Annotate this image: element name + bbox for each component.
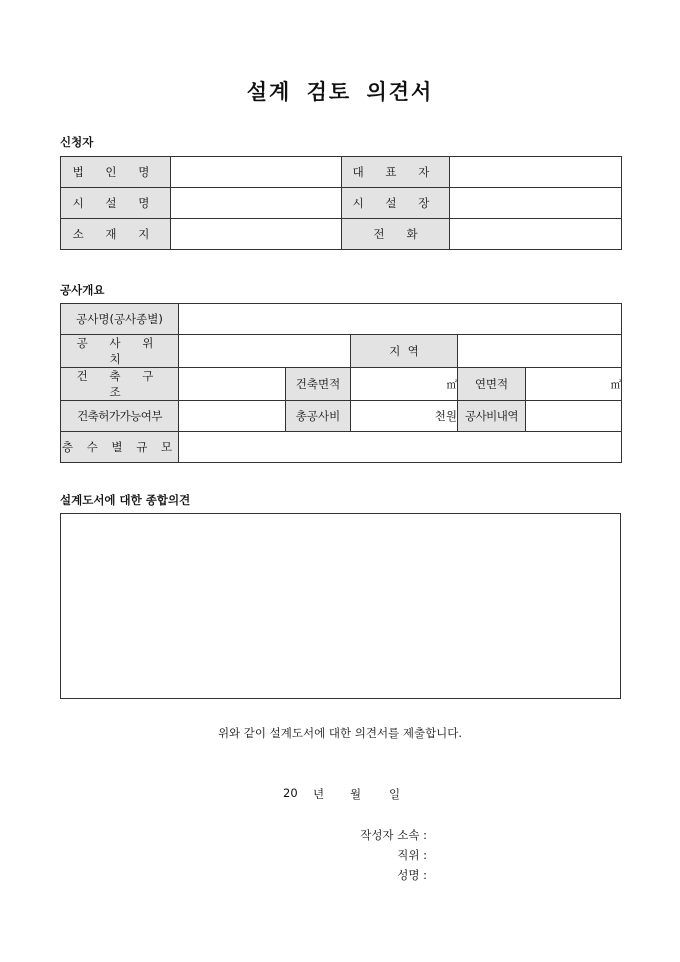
project-name-field[interactable]	[179, 304, 622, 335]
document-title: 설계 검토 의견서	[246, 79, 434, 104]
author-name-label: 성명 :	[397, 868, 427, 882]
table-row	[61, 401, 622, 432]
total-cost-label: 총공사비	[286, 401, 351, 432]
building-area-label: 건축면적	[286, 368, 351, 401]
facility-name-field[interactable]	[171, 188, 342, 219]
date-year-label: 년	[313, 787, 325, 801]
project-name-label: 공사명(공사종별)	[61, 304, 179, 335]
applicant-table	[60, 156, 622, 250]
table-row	[61, 432, 622, 463]
facility-name-label: 시 설 명	[61, 188, 171, 219]
total-cost-field[interactable]: 천원	[351, 401, 458, 432]
table-row	[61, 335, 622, 368]
table-row	[61, 157, 622, 188]
total-floor-area-field[interactable]: ㎡	[526, 368, 622, 401]
opinion-heading: 설계도서에 대한 종합의견	[60, 493, 191, 507]
total-floor-area-label: 연면적	[458, 368, 526, 401]
floors-scale-label: 층 수 별 규 모	[61, 432, 179, 463]
floors-scale-field[interactable]	[179, 432, 622, 463]
structure-label: 건 축 구 조	[61, 368, 179, 401]
permit-possibility-label: 건축허가가능여부	[61, 401, 179, 432]
building-area-field[interactable]: ㎡	[351, 368, 458, 401]
address-label: 소 재 지	[61, 219, 171, 250]
phone-field[interactable]	[450, 219, 622, 250]
cost-detail-field[interactable]	[526, 401, 622, 432]
facility-head-field[interactable]	[450, 188, 622, 219]
cost-detail-label: 공사비내역	[458, 401, 526, 432]
representative-label: 대 표 자	[342, 157, 450, 188]
facility-head-label: 시 설 장	[342, 188, 450, 219]
corporation-name-label: 법 인 명	[61, 157, 171, 188]
date-month-label: 월	[350, 787, 362, 801]
address-field[interactable]	[171, 219, 342, 250]
phone-label: 전 화	[342, 219, 450, 250]
date-year-prefix: 20	[283, 786, 298, 800]
date-day-label: 일	[389, 787, 401, 801]
project-location-field[interactable]	[179, 335, 351, 368]
structure-field[interactable]	[179, 368, 286, 401]
table-row	[61, 188, 622, 219]
author-position-label: 직위 :	[397, 848, 427, 862]
table-row	[61, 219, 622, 250]
submission-statement: 위와 같이 설계도서에 대한 의견서를 제출합니다.	[217, 726, 463, 740]
opinion-textarea[interactable]	[60, 513, 621, 699]
corporation-name-field[interactable]	[171, 157, 342, 188]
construction-heading: 공사개요	[60, 283, 105, 297]
permit-possibility-field[interactable]	[179, 401, 286, 432]
region-field[interactable]	[458, 335, 622, 368]
representative-field[interactable]	[450, 157, 622, 188]
author-affiliation-label: 작성자 소속 :	[360, 828, 427, 842]
region-label: 지 역	[351, 335, 458, 368]
table-row	[61, 304, 622, 335]
project-location-label: 공 사 위 치	[61, 335, 179, 368]
applicant-heading: 신청자	[60, 135, 94, 149]
construction-table	[60, 303, 622, 463]
table-row	[61, 368, 622, 401]
